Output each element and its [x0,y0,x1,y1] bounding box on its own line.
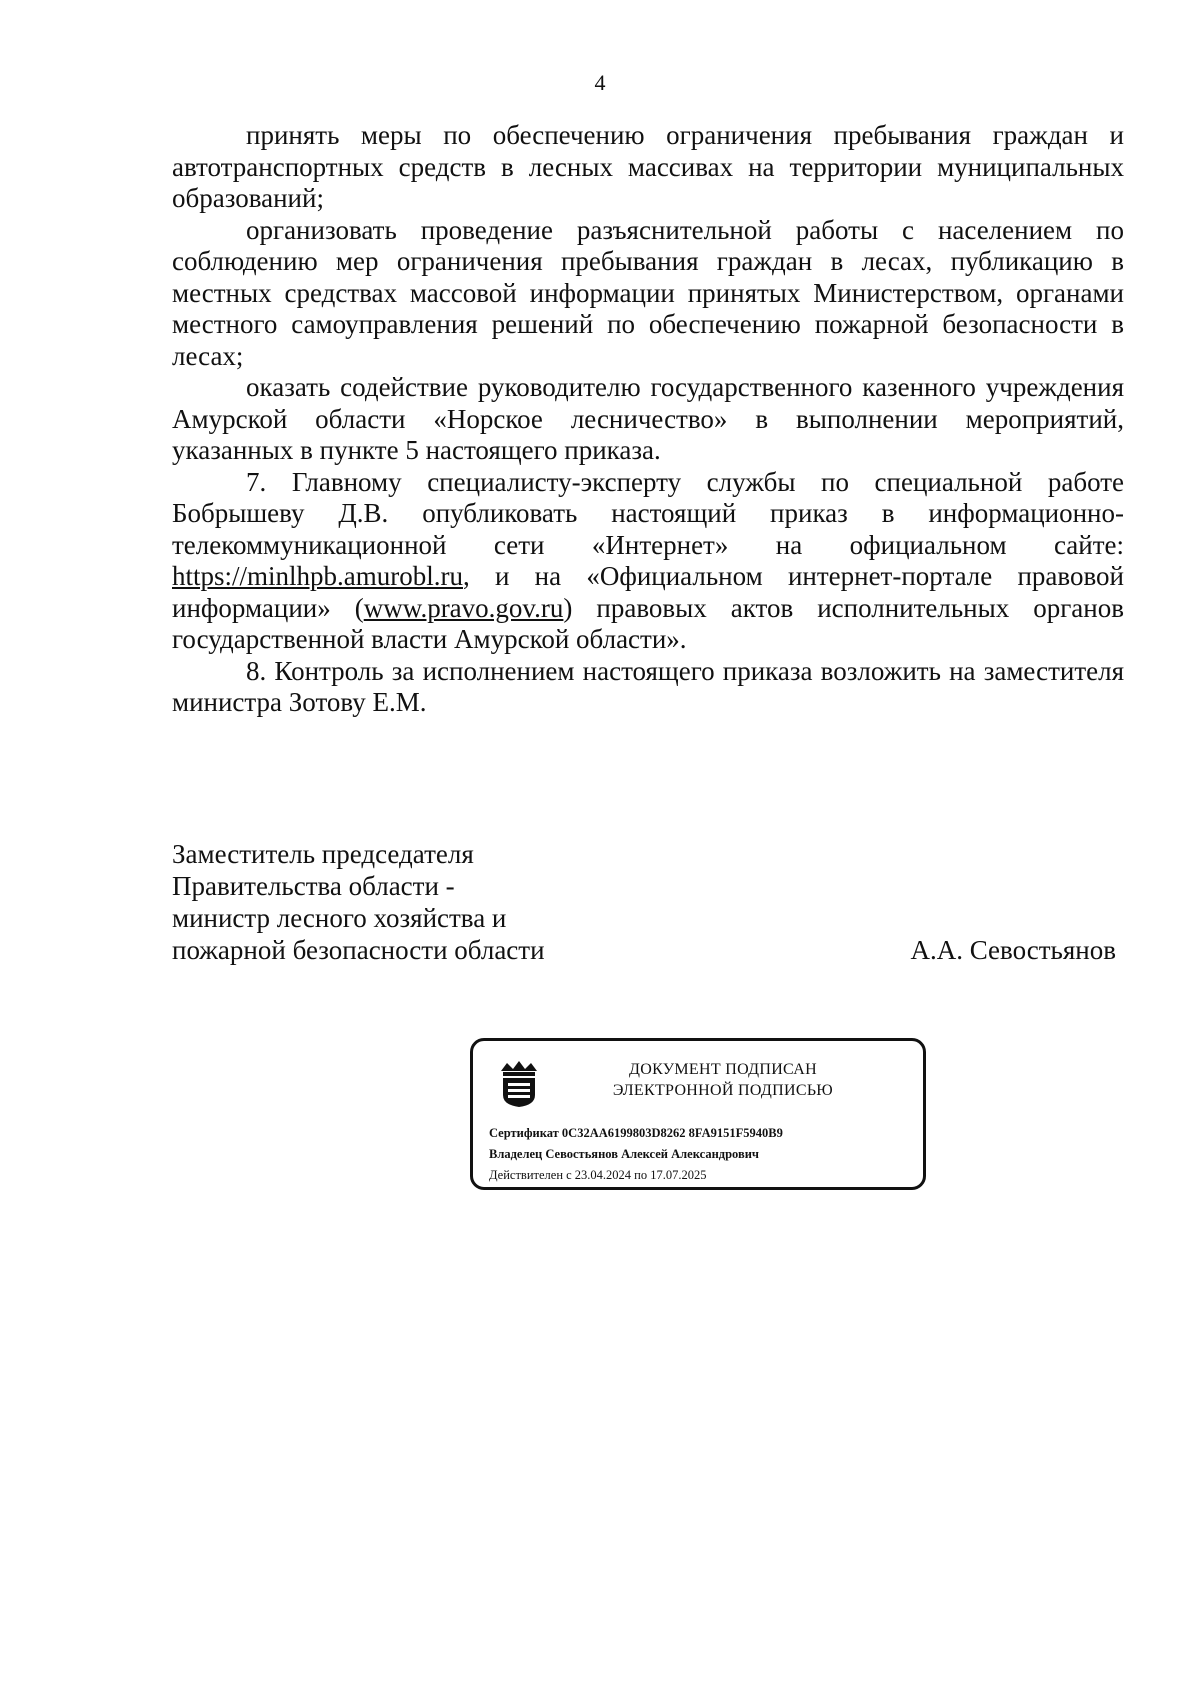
pravo-portal-link[interactable]: www.pravo.gov.ru [363,592,564,623]
signer-title-line: министр лесного хозяйства и [172,903,507,933]
stamp-details [489,1123,783,1186]
coat-of-arms-icon [497,1057,541,1109]
document-body [172,120,1124,719]
page-number: 4 [594,70,606,95]
electronic-signature-stamp [470,1038,926,1190]
ministry-site-link[interactable]: https://minlhpb.amurobl.ru [172,561,463,591]
item7-text-2: , и на «Официальном интернет-портале правовой информации» ( [172,561,1124,623]
stamp-certificate: Сертификат 0C32AA6199803D8262 8FA9151F5940B9 [489,1126,783,1140]
signer-title-line: пожарной безопасности области [172,935,545,965]
paragraph-assist-forestry: оказать содействие руководителю государственного казенного учреждения Амурской области «Норское лесничество» в выполнении мероприятий, указанных в пункте 5 настоящего приказа. [172,372,1124,465]
item7-text-1: 7. Главному специалисту-эксперту службы по специальной работе Бобрышеву Д.В. опубликовать настоящий приказ в информационно-телекоммуникационной сети «Интернет» на официальном сайте: [172,466,1124,560]
stamp-title-line-2: ЭЛЕКТРОННОЙ ПОДПИСЬЮ [612,1082,834,1099]
paragraph-item-7 [172,467,1124,656]
stamp-validity: Действителен с 23.04.2024 по 17.07.2025 [489,1168,707,1182]
signer-name: А.А. Севостьянов [910,935,1116,965]
paragraph-item-8: 8. Контроль за исполнением настоящего приказа возложить на заместителя министра Зотову Е.М. [172,655,1124,717]
paragraph-restrict-access: принять меры по обеспечению ограничения пребывания граждан и автотранспортных средств в лесных массивах на территории муниципальных образований; [172,120,1124,213]
stamp-title [553,1059,893,1101]
signer-title-line: Правительства области - [172,871,455,901]
stamp-title-line-1: ДОКУМЕНТ ПОДПИСАН [629,1061,817,1078]
signer-title-line: Заместитель председателя [172,839,474,869]
stamp-owner: Владелец Севостьянов Алексей Александрович [489,1147,759,1161]
paragraph-outreach: организовать проведение разъяснительной работы с населением по соблюдению мер ограничения пребывания граждан в лесах, публикацию в местных средствах массовой информации принятых Министерством, органами местного самоуправления решений по обеспечению пожарной безопасности в лесах; [172,214,1124,371]
signer-title-block [172,838,545,966]
item7-text-3: ) правовых актов исполнительных органов государственной власти Амурской области». [172,592,1124,654]
